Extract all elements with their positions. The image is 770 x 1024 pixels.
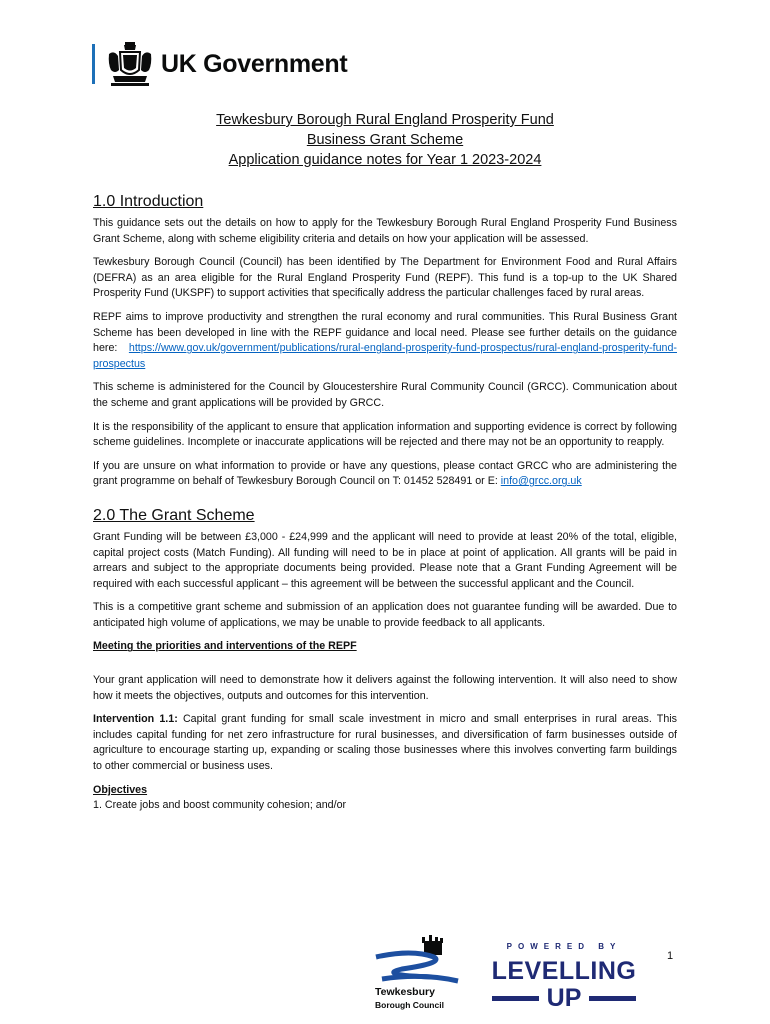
intro-paragraph-6	[93, 459, 677, 490]
objective-item-1: 1. Create jobs and boost community cohesion; and/or	[93, 799, 347, 812]
council-name	[375, 986, 444, 1012]
intro-paragraph-3	[93, 310, 677, 372]
powered-by-text: POWERED BY	[506, 942, 622, 951]
up-row	[484, 985, 644, 1011]
uk-government-header	[92, 40, 347, 88]
levelling-text: LEVELLING	[491, 957, 637, 985]
intervention-text: Capital grant funding for small scale investment in micro and small enterprises in rural areas. This includes capital funding for net zero infrastructure for rural businesses, and diversification of farm businesses outside of agriculture to encourage starting up, expanding or scaling those businesses where this involves converting farm buildings to other commercial or business uses.	[93, 713, 677, 773]
objectives-list	[93, 798, 677, 814]
intervention-paragraph	[93, 712, 677, 774]
council-line-1: Tewkesbury	[375, 986, 435, 998]
document-title	[0, 110, 770, 170]
intro-paragraph-1: This guidance sets out the details on how to apply for the Tewkesbury Borough Rural England Prosperity Fund Business Grant Scheme, along with scheme eligibility criteria and details on how your application will be assessed.	[93, 217, 677, 245]
intro-paragraph-4: This scheme is administered for the Council by Gloucestershire Rural Community Council (GRCC). Communication about the scheme and grant applications will be provided by GRCC.	[93, 381, 677, 409]
grant-paragraph-3: Your grant application will need to demonstrate how it delivers against the following intervention. It will also need to show how it meets the objectives, outputs and outcomes for this intervention.	[93, 674, 677, 702]
intro-paragraph-6-text: If you are unsure on what information to provide or have any questions, please contact GRCC who are administering the grant programme on behalf of Tewkesbury Borough Council on T: 01452 528491 or E:	[93, 459, 677, 488]
title-line-3: Application guidance notes for Year 1 2023-2024	[228, 152, 542, 168]
grant-paragraph-2: This is a competitive grant scheme and submission of an application does not guarantee funding will be awarded. Due to anticipated high volume of applications, we may be unable to provide feedback to all applicants.	[93, 601, 677, 629]
council-line-2: Borough Council	[375, 1000, 444, 1010]
priorities-subheading: Meeting the priorities and interventions of the REPF	[93, 640, 357, 653]
royal-coat-of-arms-icon	[105, 40, 155, 88]
page-number: 1	[667, 950, 674, 962]
grcc-email-link[interactable]: info@grcc.org.uk	[500, 475, 582, 488]
title-line-1: Tewkesbury Borough Rural England Prosperity Fund	[216, 112, 554, 128]
objectives-heading: Objectives	[93, 783, 148, 796]
header-accent-bar	[92, 44, 95, 84]
intro-paragraph-5: It is the responsibility of the applicant to ensure that application information and supporting evidence is correct by following scheme guidelines. Incomplete or inaccurate applications will be rejected and there may not be an opportunity to reapply.	[93, 420, 677, 449]
grant-heading: 2.0 The Grant Scheme	[93, 506, 255, 524]
uk-government-title: UK Government	[161, 49, 348, 78]
up-left-rule	[492, 996, 539, 1001]
up-right-rule	[589, 996, 636, 1001]
grant-paragraph-1: Grant Funding will be between £3,000 - £24,999 and the applicant will need to provide at least 20% of the total, eligible, capital project costs (Match Funding). All funding will need to be in place at point of application. All grants will be paid in arrears and subject to the appropriate documents being provided. Please note that a Grant Funding Agreement will be required with each successful applicant – this agreement will be between the successful applicant and the Council.	[93, 530, 677, 590]
document-body	[93, 192, 677, 814]
up-text: UP	[546, 984, 582, 1012]
intro-paragraph-3-text: REPF aims to improve productivity and strengthen the rural economy and rural communities. This Rural Business Grant Scheme has been developed in line with the REPF guidance and local need. Please see further details on the guidance here:	[93, 310, 677, 355]
title-line-2: Business Grant Scheme	[306, 132, 464, 148]
intro-heading: 1.0 Introduction	[93, 193, 204, 210]
repf-guidance-link[interactable]: https://www.gov.uk/government/publications/rural-england-prosperity-fund-prospectus/rural-england-prosperity-fund-prospectus	[93, 342, 677, 370]
levelling-up-logo	[484, 942, 644, 1011]
intervention-label: Intervention 1.1:	[93, 713, 178, 726]
intro-paragraph-2: Tewkesbury Borough Council (Council) has been identified by The Department for Environment Food and Rural Affairs (DEFRA) as an area eligible for the Rural England Prosperity Fund (REPF). This fund is a top-up to the UK Shared Prosperity Fund (UKSPF) to support activities that specifically address the particular challenges faced by rural areas.	[93, 256, 677, 300]
